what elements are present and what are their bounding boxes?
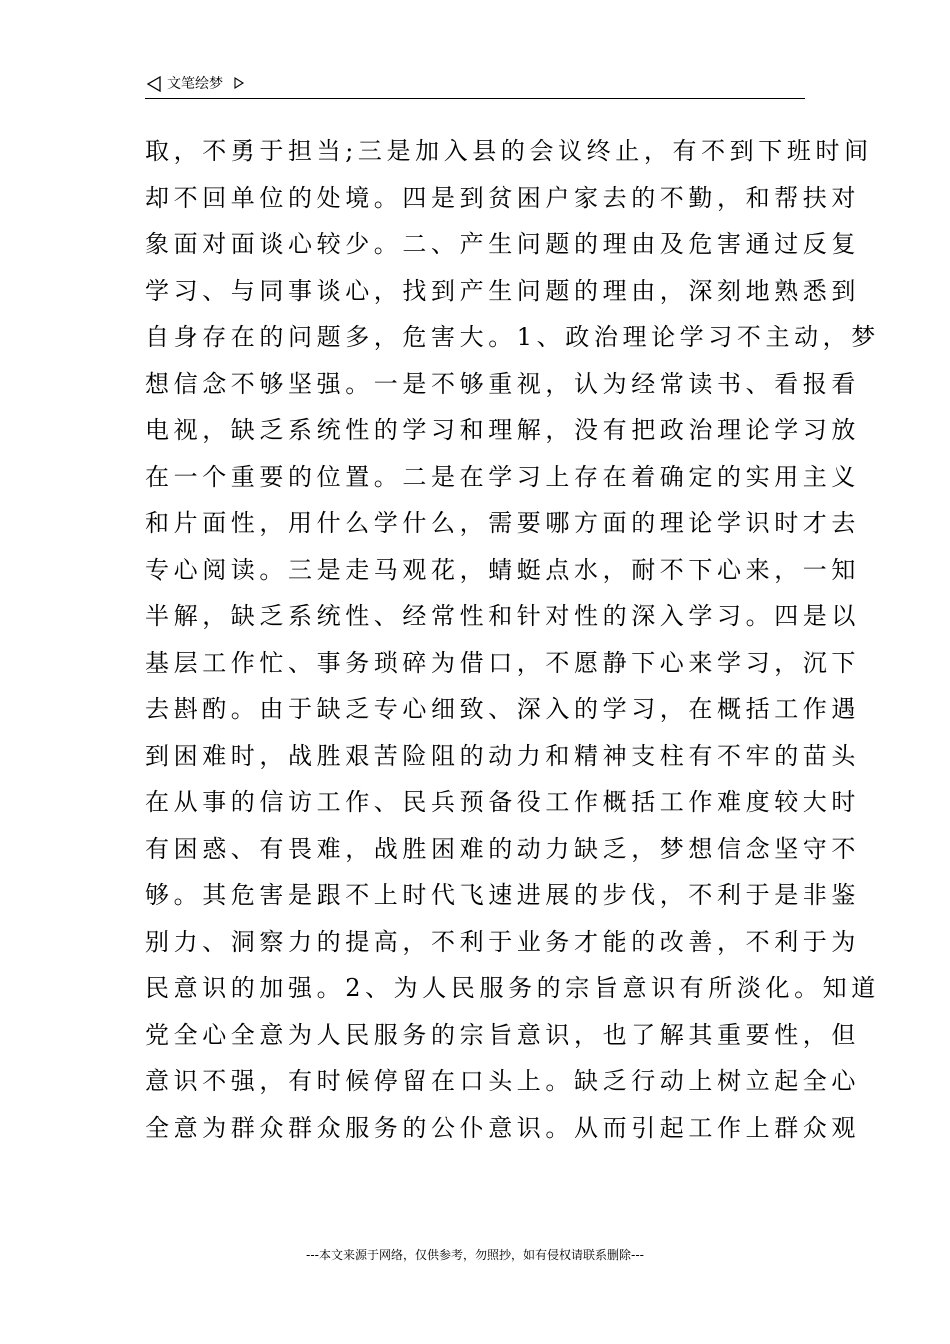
- text-line: 和片面性，用什么学什么，需要哪方面的理论学识时才去: [145, 509, 860, 537]
- body-text: [145, 128, 880, 1151]
- text-line: 民意识的加强。2、为人民服务的宗旨意识有所淡化。知道: [145, 974, 880, 1002]
- text-line: 意识不强，有时候停留在口头上。缺乏行动上树立起全心: [145, 1067, 860, 1095]
- triangle-left-icon: [145, 75, 163, 93]
- text-line: 专心阅读。三是走马观花，蜻蜓点水，耐不下心来，一知: [145, 555, 860, 584]
- text-line: 象面对面谈心较少。二、产生问题的理由及危害通过反复: [145, 230, 860, 258]
- text-line: 取，不勇于担当;三是加入县的会议终止，有不到下班时间: [145, 137, 873, 165]
- triangle-right-icon: [233, 77, 245, 89]
- text-line: 党全心全意为人民服务的宗旨意识，也了解其重要性，但: [145, 1020, 860, 1049]
- text-line: 想信念不够坚强。一是不够重视，认为经常读书、看报看: [145, 369, 860, 398]
- text-line: 电视，缺乏系统性的学习和理解，没有把政治理论学习放: [145, 416, 860, 444]
- text-line: 在从事的信访工作、民兵预备役工作概括工作难度较大时: [145, 788, 860, 816]
- text-line: 基层工作忙、事务琐碎为借口，不愿静下心来学习，沉下: [145, 648, 860, 677]
- text-line: 却不回单位的处境。四是到贫困户家去的不勤，和帮扶对: [145, 183, 860, 212]
- text-line: 在一个重要的位置。二是在学习上存在着确定的实用主义: [145, 462, 860, 491]
- footer-disclaimer: ---本文来源于网络，仅供参考，勿照抄，如有侵权请联系删除---: [306, 1248, 644, 1262]
- text-line: 到困难时，战胜艰苦险阻的动力和精神支柱有不牢的苗头: [145, 741, 860, 770]
- text-line: 去斟酌。由于缺乏专心细致、深入的学习，在概括工作遇: [145, 695, 860, 723]
- text-line: 别力、洞察力的提高，不利于业务才能的改善，不利于为: [145, 927, 860, 956]
- page-header: [145, 74, 805, 99]
- text-line: 有困惑、有畏难，战胜困难的动力缺乏，梦想信念坚守不: [145, 834, 860, 863]
- text-line: 学习、与同事谈心，找到产生问题的理由，深刻地熟悉到: [145, 276, 860, 305]
- text-line: 自身存在的问题多，危害大。1、政治理论学习不主动，梦: [145, 323, 880, 351]
- header-title: 文笔绘梦: [167, 76, 223, 92]
- text-line: 够。其危害是跟不上时代飞速进展的步伐，不利于是非鉴: [145, 881, 860, 909]
- text-line: 半解，缺乏系统性、经常性和针对性的深入学习。四是以: [145, 602, 860, 630]
- text-line: 全意为群众群众服务的公仆意识。从而引起工作上群众观: [145, 1113, 860, 1142]
